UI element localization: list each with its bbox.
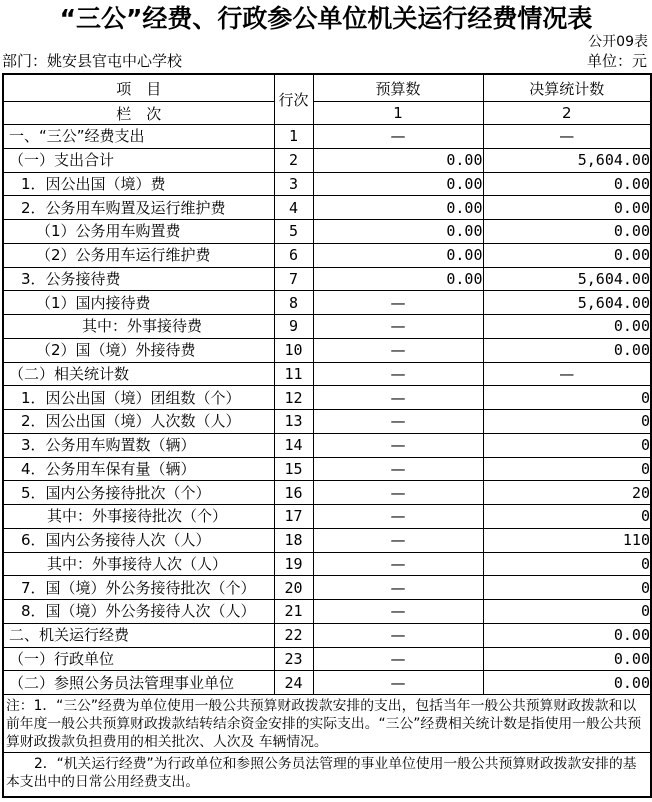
row-item-label: 2．因公出国（境）人次数（人） [3,410,274,434]
row-final-value: 20 [483,481,651,505]
table-row [3,528,651,552]
row-item-label: （一）支出合计 [3,148,274,172]
table-row [3,600,651,624]
row-line-number: 21 [274,600,313,624]
row-item-label: 3．公务接待费 [3,267,274,291]
meta-row [0,51,652,73]
row-line-number: 24 [274,671,313,695]
row-budget-value: — [313,623,483,647]
row-item-label: 其中：外事接待人次（人） [3,552,274,576]
row-budget-value: — [313,576,483,600]
col-header-line-no: 行次 [274,74,313,125]
row-line-number: 14 [274,433,313,457]
row-budget-value: — [313,647,483,671]
col-number-final: 2 [483,102,651,125]
table-row [3,267,651,291]
row-final-value: 0.00 [483,338,651,362]
col-number-budget: 1 [313,102,483,125]
row-final-value: 0 [483,600,651,624]
row-item-label: （2）公务用车运行维护费 [3,243,274,267]
row-final-value: 0.00 [483,220,651,244]
row-final-value: 110 [483,528,651,552]
row-final-value: 0 [483,410,651,434]
table-row [3,433,651,457]
expense-table [2,73,652,798]
row-budget-value: — [313,457,483,481]
table-notes [3,695,651,798]
table-row [3,243,651,267]
row-budget-value: — [313,386,483,410]
table-row [3,291,651,315]
row-item-label: 7．国（境）外公务接待批次（个） [3,576,274,600]
row-item-label: 一、“三公”经费支出 [3,125,274,149]
row-budget-value: — [313,125,483,149]
row-final-value: 0 [483,386,651,410]
row-final-value: — [483,362,651,386]
row-line-number: 11 [274,362,313,386]
row-budget-value: — [313,410,483,434]
row-final-value: 0.00 [483,172,651,196]
row-final-value: 0 [483,457,651,481]
row-budget-value: — [313,481,483,505]
row-line-number: 3 [274,172,313,196]
row-item-label: 1．因公出国（境）团组数（个） [3,386,274,410]
unit-label: 单位：元 [586,52,647,70]
row-item-label: 5．国内公务接待批次（个） [3,481,274,505]
table-row [3,552,651,576]
row-line-number: 19 [274,552,313,576]
note-2: 2．“机关运行经费”为行政单位和参照公务员法管理的事业单位使用一般公共预算财政拨款安排的基本支出中的日常公用经费支出。 [3,753,651,798]
row-line-number: 12 [274,386,313,410]
row-line-number: 6 [274,243,313,267]
row-line-number: 4 [274,196,313,220]
row-item-label: （1）公务用车购置费 [3,220,274,244]
row-line-number: 15 [274,457,313,481]
row-budget-value: — [313,505,483,529]
note-1: 注：1．“三公”经费为单位使用一般公共预算财政拨款安排的支出，包括当年一般公共预算财政拨款和以前年度一般公共预算财政拨款结转结余资金安排的实际支出。“三公”经费相关统计数是指使用一般公共预算财政拨款负担费用的相关批次、人次及 车辆情况。 [3,695,651,753]
table-row [3,410,651,434]
row-final-value: 0 [483,576,651,600]
row-item-label: 8．国（境）外公务接待人次（人） [3,600,274,624]
row-budget-value: — [313,291,483,315]
table-row [3,220,651,244]
row-final-value: 0.00 [483,623,651,647]
row-final-value: 0 [483,505,651,529]
row-item-label: 3．公务用车购置数（辆） [3,433,274,457]
table-row [3,623,651,647]
table-row [3,148,651,172]
row-budget-value: — [313,671,483,695]
row-item-label: 2．公务用车购置及运行维护费 [3,196,274,220]
row-item-label: （1）国内接待费 [3,291,274,315]
row-final-value: 0.00 [483,315,651,339]
row-line-number: 20 [274,576,313,600]
row-line-number: 10 [274,338,313,362]
row-line-number: 13 [274,410,313,434]
table-row [3,576,651,600]
form-code-label: 公开09表 [588,34,648,50]
row-final-value: 0.00 [483,647,651,671]
row-final-value: 5,604.00 [483,291,651,315]
row-budget-value: 0.00 [313,196,483,220]
page-title: “三公”经费、行政参公单位机关运行经费情况表 [59,4,593,33]
row-item-label: （二）相关统计数 [3,362,274,386]
row-item-label: 4．公务用车保有量（辆） [3,457,274,481]
table-row [3,338,651,362]
department-label: 部门：姚安县官屯中心学校 [2,52,183,70]
table-row [3,647,651,671]
row-final-value: 0 [483,433,651,457]
row-budget-value: — [313,552,483,576]
col-header-final: 决算统计数 [483,74,651,102]
row-budget-value: 0.00 [313,172,483,196]
table-row [3,315,651,339]
table-row [3,457,651,481]
row-line-number: 8 [274,291,313,315]
row-final-value: 0.00 [483,196,651,220]
row-budget-value: 0.00 [313,267,483,291]
table-header [3,74,651,125]
row-item-label: 其中：外事接待费 [3,315,274,339]
col-header-item: 项 目 [3,74,274,102]
row-final-value: 0.00 [483,243,651,267]
table-row [3,196,651,220]
row-budget-value: 0.00 [313,243,483,267]
table-row [3,172,651,196]
row-final-value: 0.00 [483,671,651,695]
row-final-value: 5,604.00 [483,148,651,172]
col-header-budget: 预算数 [313,74,483,102]
row-line-number: 7 [274,267,313,291]
row-item-label: （二）参照公务员法管理事业单位 [3,671,274,695]
row-budget-value: — [313,338,483,362]
row-budget-value: — [313,433,483,457]
row-budget-value: 0.00 [313,220,483,244]
table-row [3,125,651,149]
row-item-label: 1．因公出国（境）费 [3,172,274,196]
row-budget-value: — [313,528,483,552]
row-budget-value: — [313,315,483,339]
table-row [3,386,651,410]
row-item-label: 二、机关运行经费 [3,623,274,647]
row-line-number: 1 [274,125,313,149]
row-line-number: 16 [274,481,313,505]
row-budget-value: — [313,600,483,624]
row-budget-value: 0.00 [313,148,483,172]
col-header-column-label: 栏 次 [3,102,274,125]
row-line-number: 5 [274,220,313,244]
row-line-number: 18 [274,528,313,552]
table-row [3,481,651,505]
row-line-number: 17 [274,505,313,529]
row-final-value: — [483,125,651,149]
table-row [3,362,651,386]
row-line-number: 22 [274,623,313,647]
row-final-value: 0 [483,552,651,576]
row-item-label: 6．国内公务接待人次（人） [3,528,274,552]
row-budget-value: — [313,362,483,386]
row-line-number: 23 [274,647,313,671]
row-item-label: 其中：外事接待批次（个） [3,505,274,529]
row-final-value: 5,604.00 [483,267,651,291]
table-body [3,125,651,695]
row-line-number: 2 [274,148,313,172]
table-row [3,671,651,695]
row-line-number: 9 [274,315,313,339]
table-row [3,505,651,529]
row-item-label: （一）行政单位 [3,647,274,671]
row-item-label: （2）国（境）外接待费 [3,338,274,362]
